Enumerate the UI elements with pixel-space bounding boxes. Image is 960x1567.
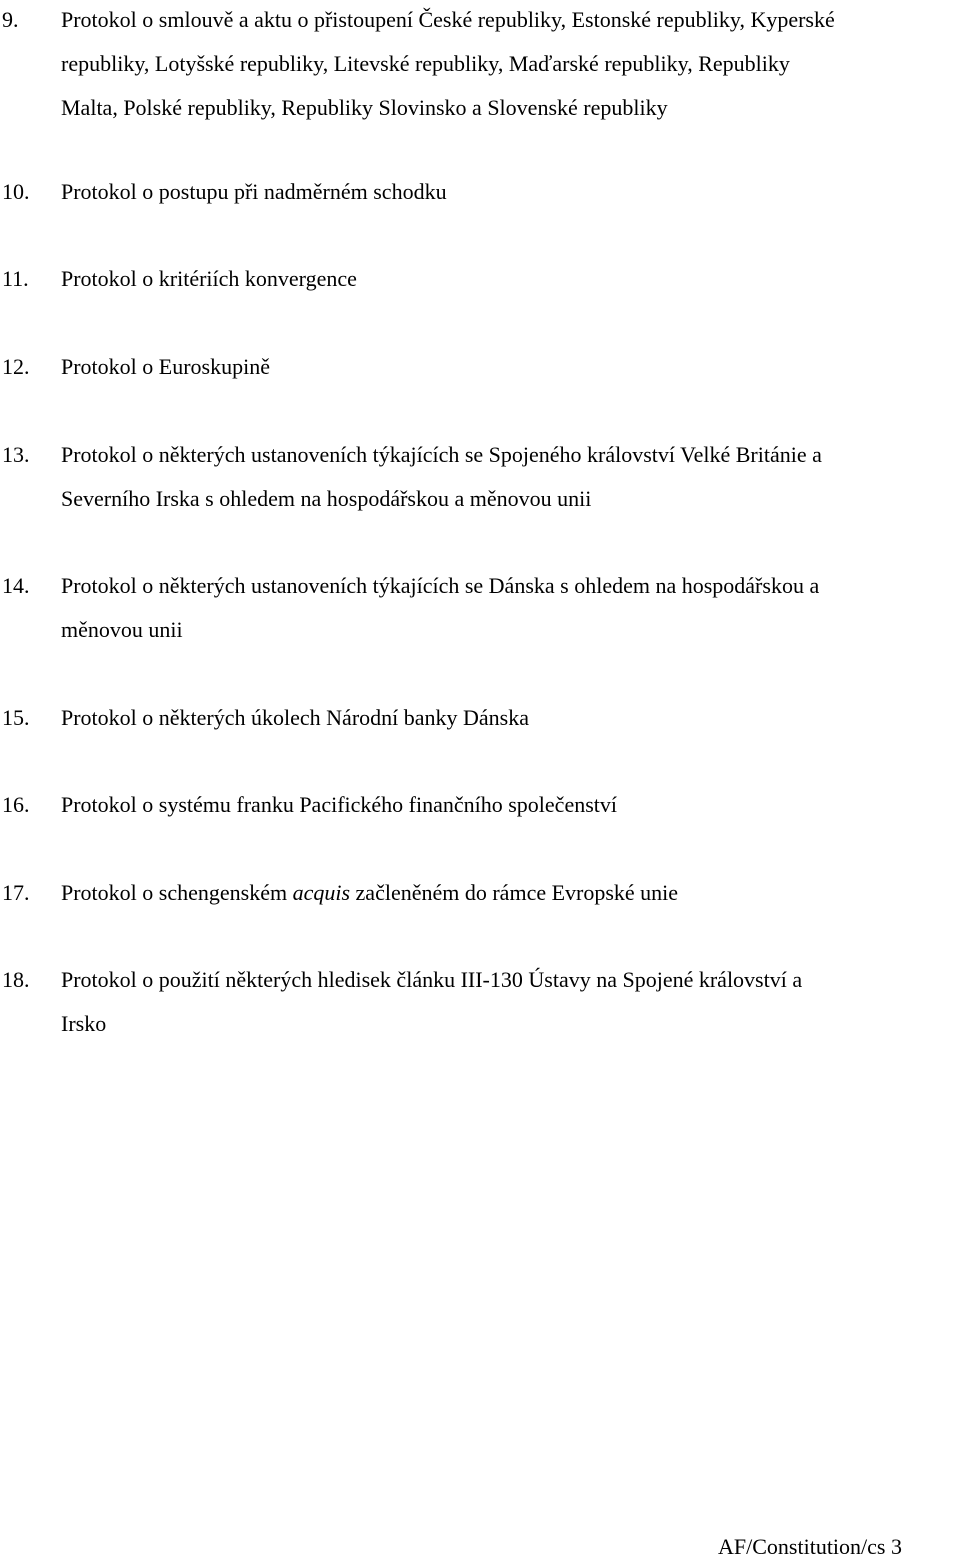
item-number: 14. [2, 573, 30, 598]
item-text-line: Protokol o smlouvě a aktu o přistoupení České republiky, Estonské republiky, Kyperské [61, 7, 835, 32]
item-text-segment: začleněném do rámce Evropské unie [350, 880, 679, 905]
item-text-line: Protokol o postupu při nadměrném schodku [61, 179, 447, 204]
list-item [0, 433, 960, 521]
item-text [61, 257, 947, 301]
item-text [61, 0, 947, 130]
item-text [61, 433, 947, 521]
item-number: 9. [2, 7, 19, 32]
item-number: 10. [2, 179, 30, 204]
item-text [61, 170, 947, 214]
item-text-segment: Protokol o schengenském [61, 880, 293, 905]
page-footer: AF/Constitution/cs 3 [718, 1534, 902, 1559]
list-item [0, 958, 960, 1046]
item-text-line: Protokol o kritériích konvergence [61, 266, 357, 291]
item-number: 15. [2, 705, 30, 730]
item-text-line: Protokol o některých úkolech Národní banky Dánska [61, 705, 529, 730]
item-text-line: Protokol o Euroskupině [61, 354, 270, 379]
item-text-line: republiky, Lotyšské republiky, Litevské republiky, Maďarské republiky, Republiky [61, 51, 790, 76]
list-item [0, 170, 960, 214]
item-number: 17. [2, 880, 30, 905]
item-number: 11. [2, 266, 29, 291]
item-text-line [61, 871, 947, 915]
italic-term: acquis [292, 880, 351, 905]
list-item [0, 345, 960, 389]
item-number: 13. [2, 442, 30, 467]
item-text [61, 871, 947, 915]
item-number: 18. [2, 967, 30, 992]
item-number: 16. [2, 792, 30, 817]
item-text-line: Protokol o systému franku Pacifického finančního společenství [61, 792, 617, 817]
item-text-line: Irsko [61, 1011, 107, 1036]
item-text [61, 345, 947, 389]
item-text [61, 696, 947, 740]
list-item [0, 564, 960, 652]
item-text-line: měnovou unii [61, 617, 183, 642]
list-item [0, 696, 960, 740]
item-text [61, 783, 947, 827]
item-text-line: Severního Irska s ohledem na hospodářskou a měnovou unii [61, 486, 592, 511]
item-number: 12. [2, 354, 30, 379]
list-item [0, 871, 960, 915]
item-text-line: Protokol o některých ustanoveních týkajících se Dánska s ohledem na hospodářskou a [61, 573, 820, 598]
list-item [0, 0, 960, 130]
list-item [0, 783, 960, 827]
item-text [61, 958, 947, 1046]
item-text-line: Protokol o některých ustanoveních týkajících se Spojeného království Velké Británie a [61, 442, 822, 467]
item-text [61, 564, 947, 652]
item-text-line: Protokol o použití některých hledisek článku III-130 Ústavy na Spojené království a [61, 967, 803, 992]
list-item [0, 257, 960, 301]
item-text-line: Malta, Polské republiky, Republiky Slovinsko a Slovenské republiky [61, 95, 668, 120]
